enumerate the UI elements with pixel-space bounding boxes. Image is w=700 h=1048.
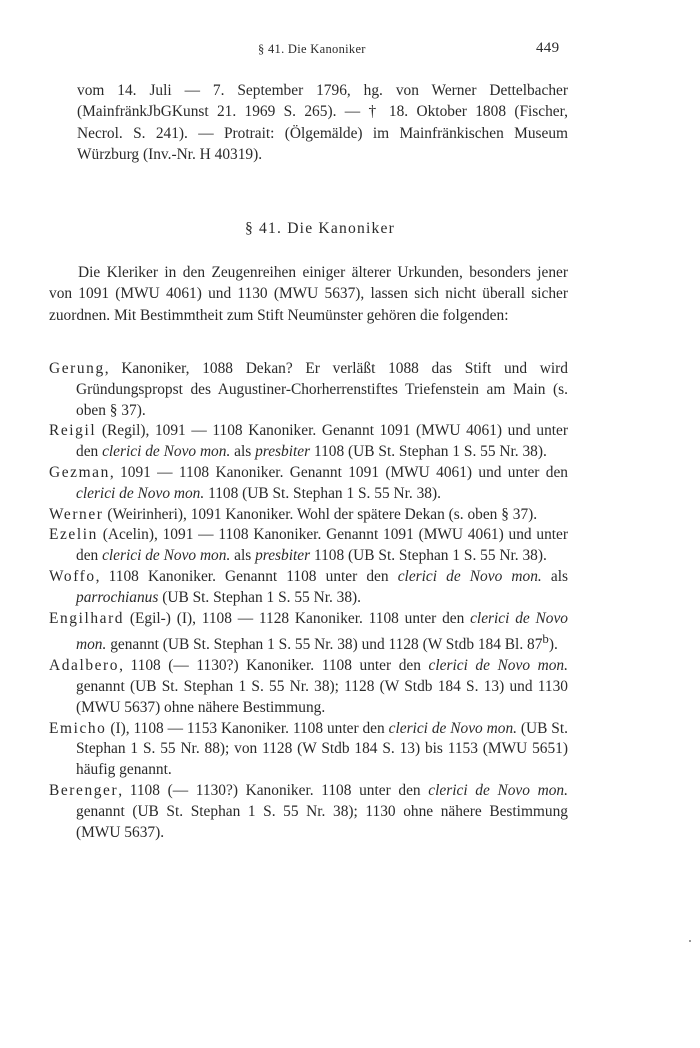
entry-text: als (541, 567, 568, 585)
entry-text: , 1108 (— 1130?) Kanoniker. 1108 unter den (118, 782, 429, 800)
canon-name: Engilhard (49, 609, 125, 627)
entry-text: (I), 1108 — 1153 Kanoniker. 1108 unter den (106, 719, 389, 737)
canon-name: Werner (49, 505, 104, 523)
italic-term: presbiter (255, 547, 311, 565)
canon-name: Adalbero (49, 657, 120, 675)
entry-text: (UB St. Stephan 1 S. 55 Nr. 88); von 1128 (W Stdb 184 S. 13) bis 1153 (MWU 5651) häufig genannt. (76, 719, 568, 779)
entry-text: (Acelin), 1091 — 1108 Kanoniker. Genannt 1091 (MWU 4061) und unter den (76, 526, 568, 565)
entry-text: als (230, 547, 256, 565)
canon-name: Reigil (49, 422, 97, 440)
entry-text: , 1108 Kanoniker. Genannt 1108 unter den (95, 567, 398, 585)
italic-term: clerici de Novo mon. (388, 719, 517, 737)
italic-term: clerici de Novo mon. (102, 547, 231, 565)
canon-entry (49, 609, 568, 657)
italic-term: clerici de Novo mon. (397, 567, 542, 585)
running-title: § 41. Die Kanoniker (258, 42, 366, 56)
canon-name: Berenger (49, 782, 119, 800)
canon-entry (49, 781, 568, 843)
canon-entry (49, 656, 568, 718)
page-number: 449 (536, 40, 560, 56)
entry-text: (Egil-) (I), 1108 — 1128 Kanoniker. 1108 unter den (124, 609, 471, 627)
italic-term: clerici de Novo mon. (76, 609, 569, 654)
italic-term: clerici de Novo mon. (428, 782, 568, 800)
entry-text: genannt (UB St. Stephan 1 S. 55 Nr. 38); 1128 (W Stdb 184 S. 13) und 1130 (MWU 5637) ohne nähere Bestimmung. (76, 678, 568, 716)
entry-text: 1108 (UB St. Stephan 1 S. 55 Nr. 38). (204, 484, 441, 502)
entry-text: , 1108 (— 1130?) Kanoniker. 1108 unter den (119, 657, 429, 675)
entry-text: genannt (UB St. Stephan 1 S. 55 Nr. 38); 1130 ohne nähere Bestimmung (MWU 5637). (76, 802, 568, 841)
entry-text: als (230, 443, 256, 461)
canon-entry (49, 719, 568, 781)
entry-text: , Kanoniker, 1088 Dekan? Er verläßt 1088 das Stift und wird Gründungspropst des Augustiner-Chorherrenstiftes Triefenstein am Main (s. oben § 37). (76, 360, 568, 419)
canon-entries-list (49, 359, 568, 843)
entry-text: ). (548, 636, 558, 654)
canon-entry (49, 525, 568, 567)
intro-paragraph: Die Kleriker in den Zeugenreihen einiger älterer Urkunden, besonders jener von 1091 (MWU 4061) und 1130 (MWU 5637), lassen sich nicht überall sicher zuordnen. Mit Bestimmtheit zum Stift Neumünster gehören die folgenden: (49, 264, 568, 324)
canon-entry (49, 505, 568, 526)
section-heading: § 41. Die Kanoniker (244, 220, 396, 237)
entry-text: 1108 (UB St. Stephan 1 S. 55 Nr. 38). (310, 443, 547, 461)
italic-term: parrochianus (76, 588, 159, 606)
intro-text: vom 14. Juli — 7. September 1796, hg. von Werner Dettelbacher (MainfränkJbGKunst 21. 1969 S. 265). — † 18. Oktober 1808 (Fischer, Necrol. S. 241). — Protrait: (Ölgemälde) im Mainfränkischen Museum Würzburg (Inv.-Nr. H 40319). (77, 82, 568, 163)
italic-term: presbiter (255, 443, 311, 461)
superscript: b (542, 632, 549, 647)
canon-name: Ezelin (49, 526, 98, 544)
canon-name: Woffo (49, 567, 96, 585)
canon-entry (49, 567, 568, 609)
canon-entry (49, 359, 568, 421)
canon-entry (49, 463, 568, 505)
page-speck (689, 940, 691, 942)
entry-text: (UB St. Stephan 1 S. 55 Nr. 38). (158, 588, 362, 606)
canon-name: Gerung (49, 360, 105, 377)
canon-entry (49, 421, 568, 463)
entry-text: (Weirinheri), 1091 Kanoniker. Wohl der spätere Dekan (s. oben § 37). (103, 505, 538, 523)
canon-name: Emicho (49, 719, 107, 737)
italic-term: clerici de Novo mon. (102, 443, 231, 461)
entry-text: 1108 (UB St. Stephan 1 S. 55 Nr. 38). (310, 547, 547, 565)
entry-text: genannt (UB St. Stephan 1 S. 55 Nr. 38) und 1128 (W Stdb 184 Bl. 87 (106, 636, 543, 654)
running-header (0, 40, 700, 60)
entry-text: (Regil), 1091 — 1108 Kanoniker. Genannt 1091 (MWU 4061) und unter den (76, 422, 568, 461)
entry-text: , 1091 — 1108 Kanoniker. Genannt 1091 (MWU 4061) und unter den (109, 463, 568, 481)
italic-term: clerici de Novo mon. (76, 484, 205, 502)
canon-name: Gezman (49, 463, 110, 481)
italic-term: clerici de Novo mon. (428, 657, 568, 675)
